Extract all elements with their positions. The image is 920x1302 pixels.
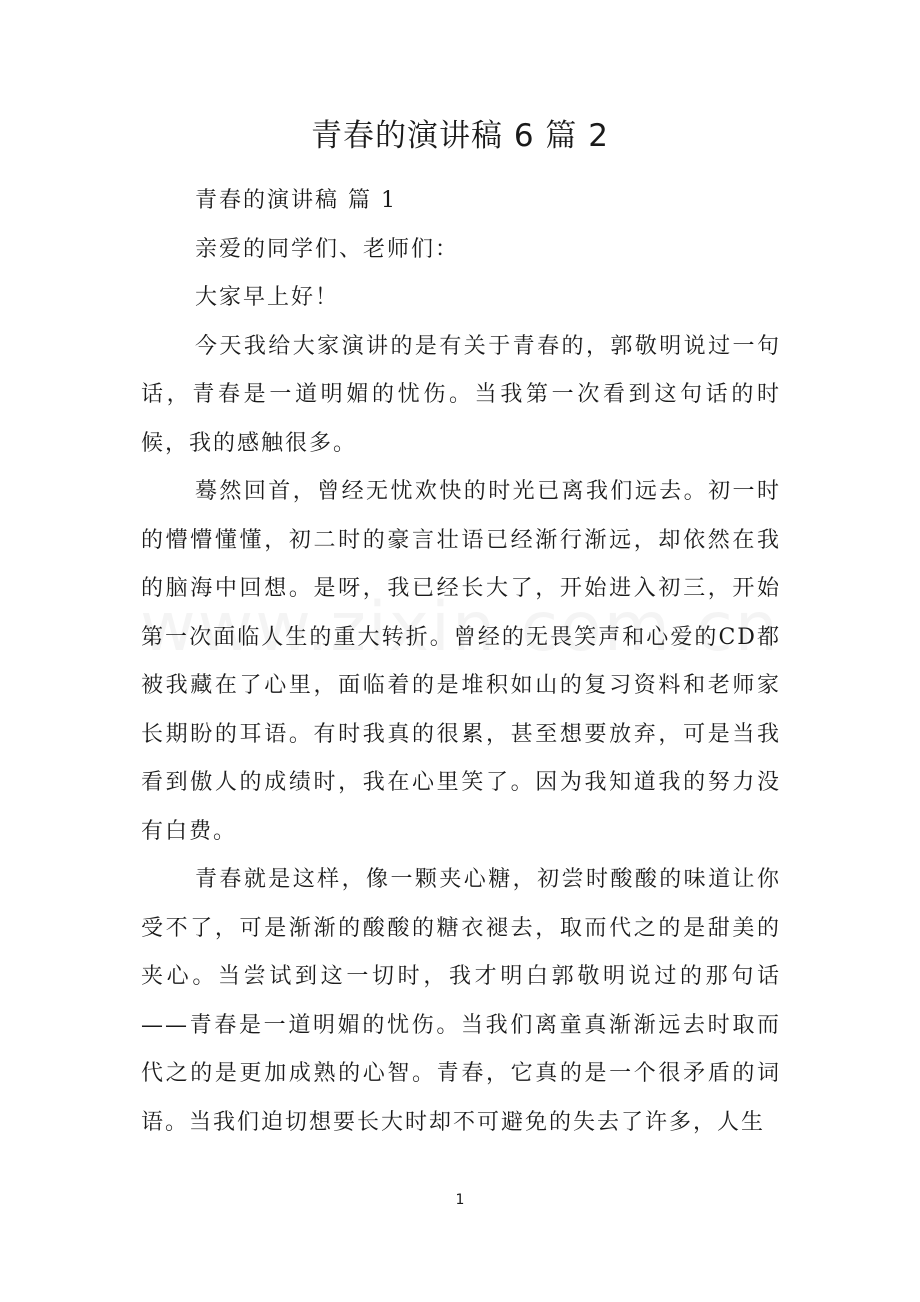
greeting: 大家早上好！ <box>195 285 340 310</box>
paragraph: 青春就是这样，像一颗夹心糖，初尝时酸酸的味道让你受不了，可是渐渐的酸酸的糖衣褪去，取而代之的是甜美的夹心。当尝试到这一切时，我才明白郭敬明说过的那句话——青春是一道明媚的忧伤。当我们离童真渐渐远去时取而代之的是更加成熟的心智。青春，它真的是一个很矛盾的词语。当我们迫切想要长大时却不可避免的失去了许多，人生 <box>141 867 781 1135</box>
paragraph: 今天我给大家演讲的是有关于青春的，郭敬明说过一句话，青春是一道明媚的忧伤。当我第一次看到这句话的时候，我的感触很多。 <box>141 333 781 456</box>
salutation: 亲爱的同学们、老师们： <box>195 236 460 262</box>
document-body <box>141 177 781 1147</box>
document-title: 青春的演讲稿 6 篇 2 <box>310 118 609 154</box>
page-number: 1 <box>455 1192 465 1208</box>
paragraph: 蓦然回首，曾经无忧欢快的时光已离我们远去。初一时的懵懵懂懂，初二时的豪言壮语已经渐行渐远，却依然在我的脑海中回想。是呀，我已经长大了，开始进入初三，开始第一次面临人生的重大转折。曾经的无畏笑声和心爱的CD都被我藏在了心里，面临着的是堆积如山的复习资料和老师家长期盼的耳语。有时我真的很累，甚至想要放弃，可是当我看到傲人的成绩时，我在心里笑了。因为我知道我的努力没有白费。 <box>141 479 781 844</box>
section-heading: 青春的演讲稿 篇 1 <box>195 188 397 213</box>
